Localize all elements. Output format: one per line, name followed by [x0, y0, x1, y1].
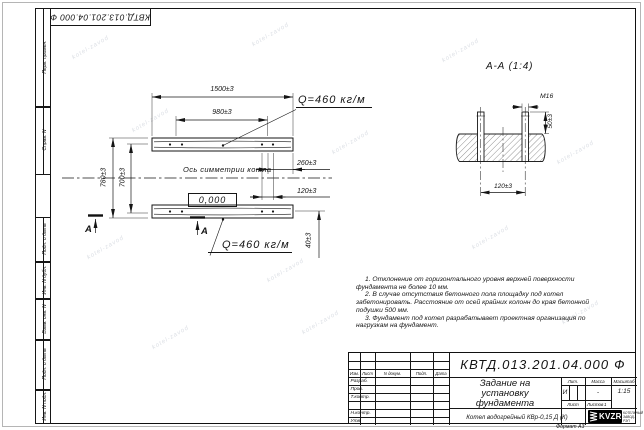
- lit-header: Лит.: [567, 378, 579, 384]
- watermark-text: kotel-zavod: [131, 107, 171, 135]
- load-label-bottom: Q=460 кг/м: [208, 240, 292, 253]
- watermark-text: kotel-zavod: [266, 257, 306, 285]
- mass-header: Масса: [591, 378, 605, 384]
- sheets-label: Листов: [587, 401, 604, 407]
- dim-780: 780±3: [100, 167, 108, 188]
- note-line: подушки 500 мм.: [356, 306, 409, 314]
- note-line: 1. Отклонение от горизонтального уровня верхней поверхности: [365, 276, 575, 283]
- side-label: Перв. примен.: [42, 40, 48, 74]
- company-name-line: КОТЕЛЬНЫЙ: [623, 411, 644, 415]
- dim-50: 50±3: [546, 114, 554, 129]
- title-block: [348, 352, 644, 424]
- col-podp: Подп.: [415, 370, 428, 376]
- col-izm: Изм.: [349, 370, 360, 376]
- scale-value: 1:15: [617, 388, 631, 395]
- bolt-size-label: М16: [540, 93, 554, 100]
- row-utv: Утв.: [350, 418, 362, 424]
- company-name: [623, 411, 644, 423]
- row-tkontr: Т.контр.: [350, 394, 370, 400]
- doc-number: КВТД.013.201.04.000 Ф: [460, 357, 626, 372]
- dim-1500: 1500±3: [210, 86, 234, 93]
- section-letter: А: [201, 226, 208, 237]
- note-line: нагрузкам на фундамент.: [356, 322, 439, 330]
- watermark-text: kotel-zavod: [301, 309, 341, 337]
- product-name: Котел водогрейный КВр-0,15 Д (К): [466, 414, 568, 421]
- side-label: Подп. и дата: [42, 223, 48, 255]
- watermark-text: kotel-zavod: [251, 21, 291, 49]
- kvzr-logo: [588, 410, 622, 423]
- side-label: Подп. и дата: [42, 348, 48, 380]
- col-ndocum: N докум.: [383, 370, 402, 376]
- dim-980: 980±3: [212, 109, 232, 116]
- watermark-text: kotel-zavod: [471, 224, 511, 252]
- doc-number-stamp: КВТД.013.201.04.000 Ф: [49, 12, 150, 23]
- note-line: фундамента не более 10 мм.: [356, 283, 449, 291]
- side-label: Взам. инв. N: [42, 304, 48, 334]
- sheets-value: 1: [604, 401, 607, 407]
- watermark-text: kotel-zavod: [86, 234, 126, 262]
- section-title: А-А (1:4): [486, 61, 534, 72]
- row-razrab: Разраб.: [350, 378, 368, 384]
- watermark-text: kotel-zavod: [151, 324, 191, 352]
- kvzr-spring-icon: [589, 411, 598, 422]
- watermark-text: kotel-zavod: [556, 139, 596, 167]
- col-list: Лист: [361, 370, 374, 376]
- mass-value: -: [596, 389, 600, 396]
- dim-120-plan: 120±3: [297, 188, 317, 195]
- lit-value: И: [562, 389, 568, 396]
- dim-700: 700±3: [119, 167, 127, 188]
- col-data: Дата: [435, 370, 447, 376]
- dim-260: 260±3: [297, 160, 317, 167]
- kvzr-logo-text: KVZR: [599, 412, 622, 421]
- notes-block: [356, 276, 594, 330]
- doc-title-line: фундамента: [475, 398, 535, 409]
- watermark-text: kotel-zavod: [441, 37, 481, 65]
- symmetry-axis-label: Ось симметрии котла: [183, 165, 272, 174]
- side-label: Справ. N: [42, 129, 48, 151]
- format-label: Формат А3: [556, 423, 585, 430]
- load-label-top: Q=460 кг/м: [296, 95, 372, 108]
- level-mark: 0,000: [188, 193, 237, 207]
- dim-40: 40±3: [305, 232, 313, 249]
- sheet-label: Лист: [567, 401, 579, 407]
- watermark-text: kotel-zavod: [71, 34, 111, 62]
- section-letter: А: [85, 224, 92, 235]
- watermark-text: kotel-zavod: [331, 129, 371, 157]
- watermark-text: kotel-zavod: [561, 299, 601, 327]
- company-name-line: ЗАВОД-РЭП: [623, 415, 635, 423]
- doc-title-line: установку: [481, 388, 529, 399]
- note-line: забетонировать. Расстояние от осей крайних колонн до края бетонной: [356, 299, 590, 307]
- doc-title: [449, 379, 561, 409]
- row-nkontr: Н.контр.: [350, 410, 371, 416]
- side-label: Инв. N подл.: [42, 391, 48, 421]
- doc-title-line: Задание на: [479, 378, 531, 389]
- scale-header: Масштаб: [613, 378, 635, 384]
- concrete-pad: [456, 134, 545, 162]
- note-line: 2. В случае отсутствия бетонного пола площадку под котел: [365, 291, 564, 299]
- side-label: Инв. N дубл.: [42, 265, 48, 295]
- row-prov: Пров.: [350, 386, 364, 392]
- note-line: 3. Фундамент под котел разрабатывает проектная организация по: [365, 314, 586, 322]
- dim-120-section: 120±3: [493, 183, 513, 190]
